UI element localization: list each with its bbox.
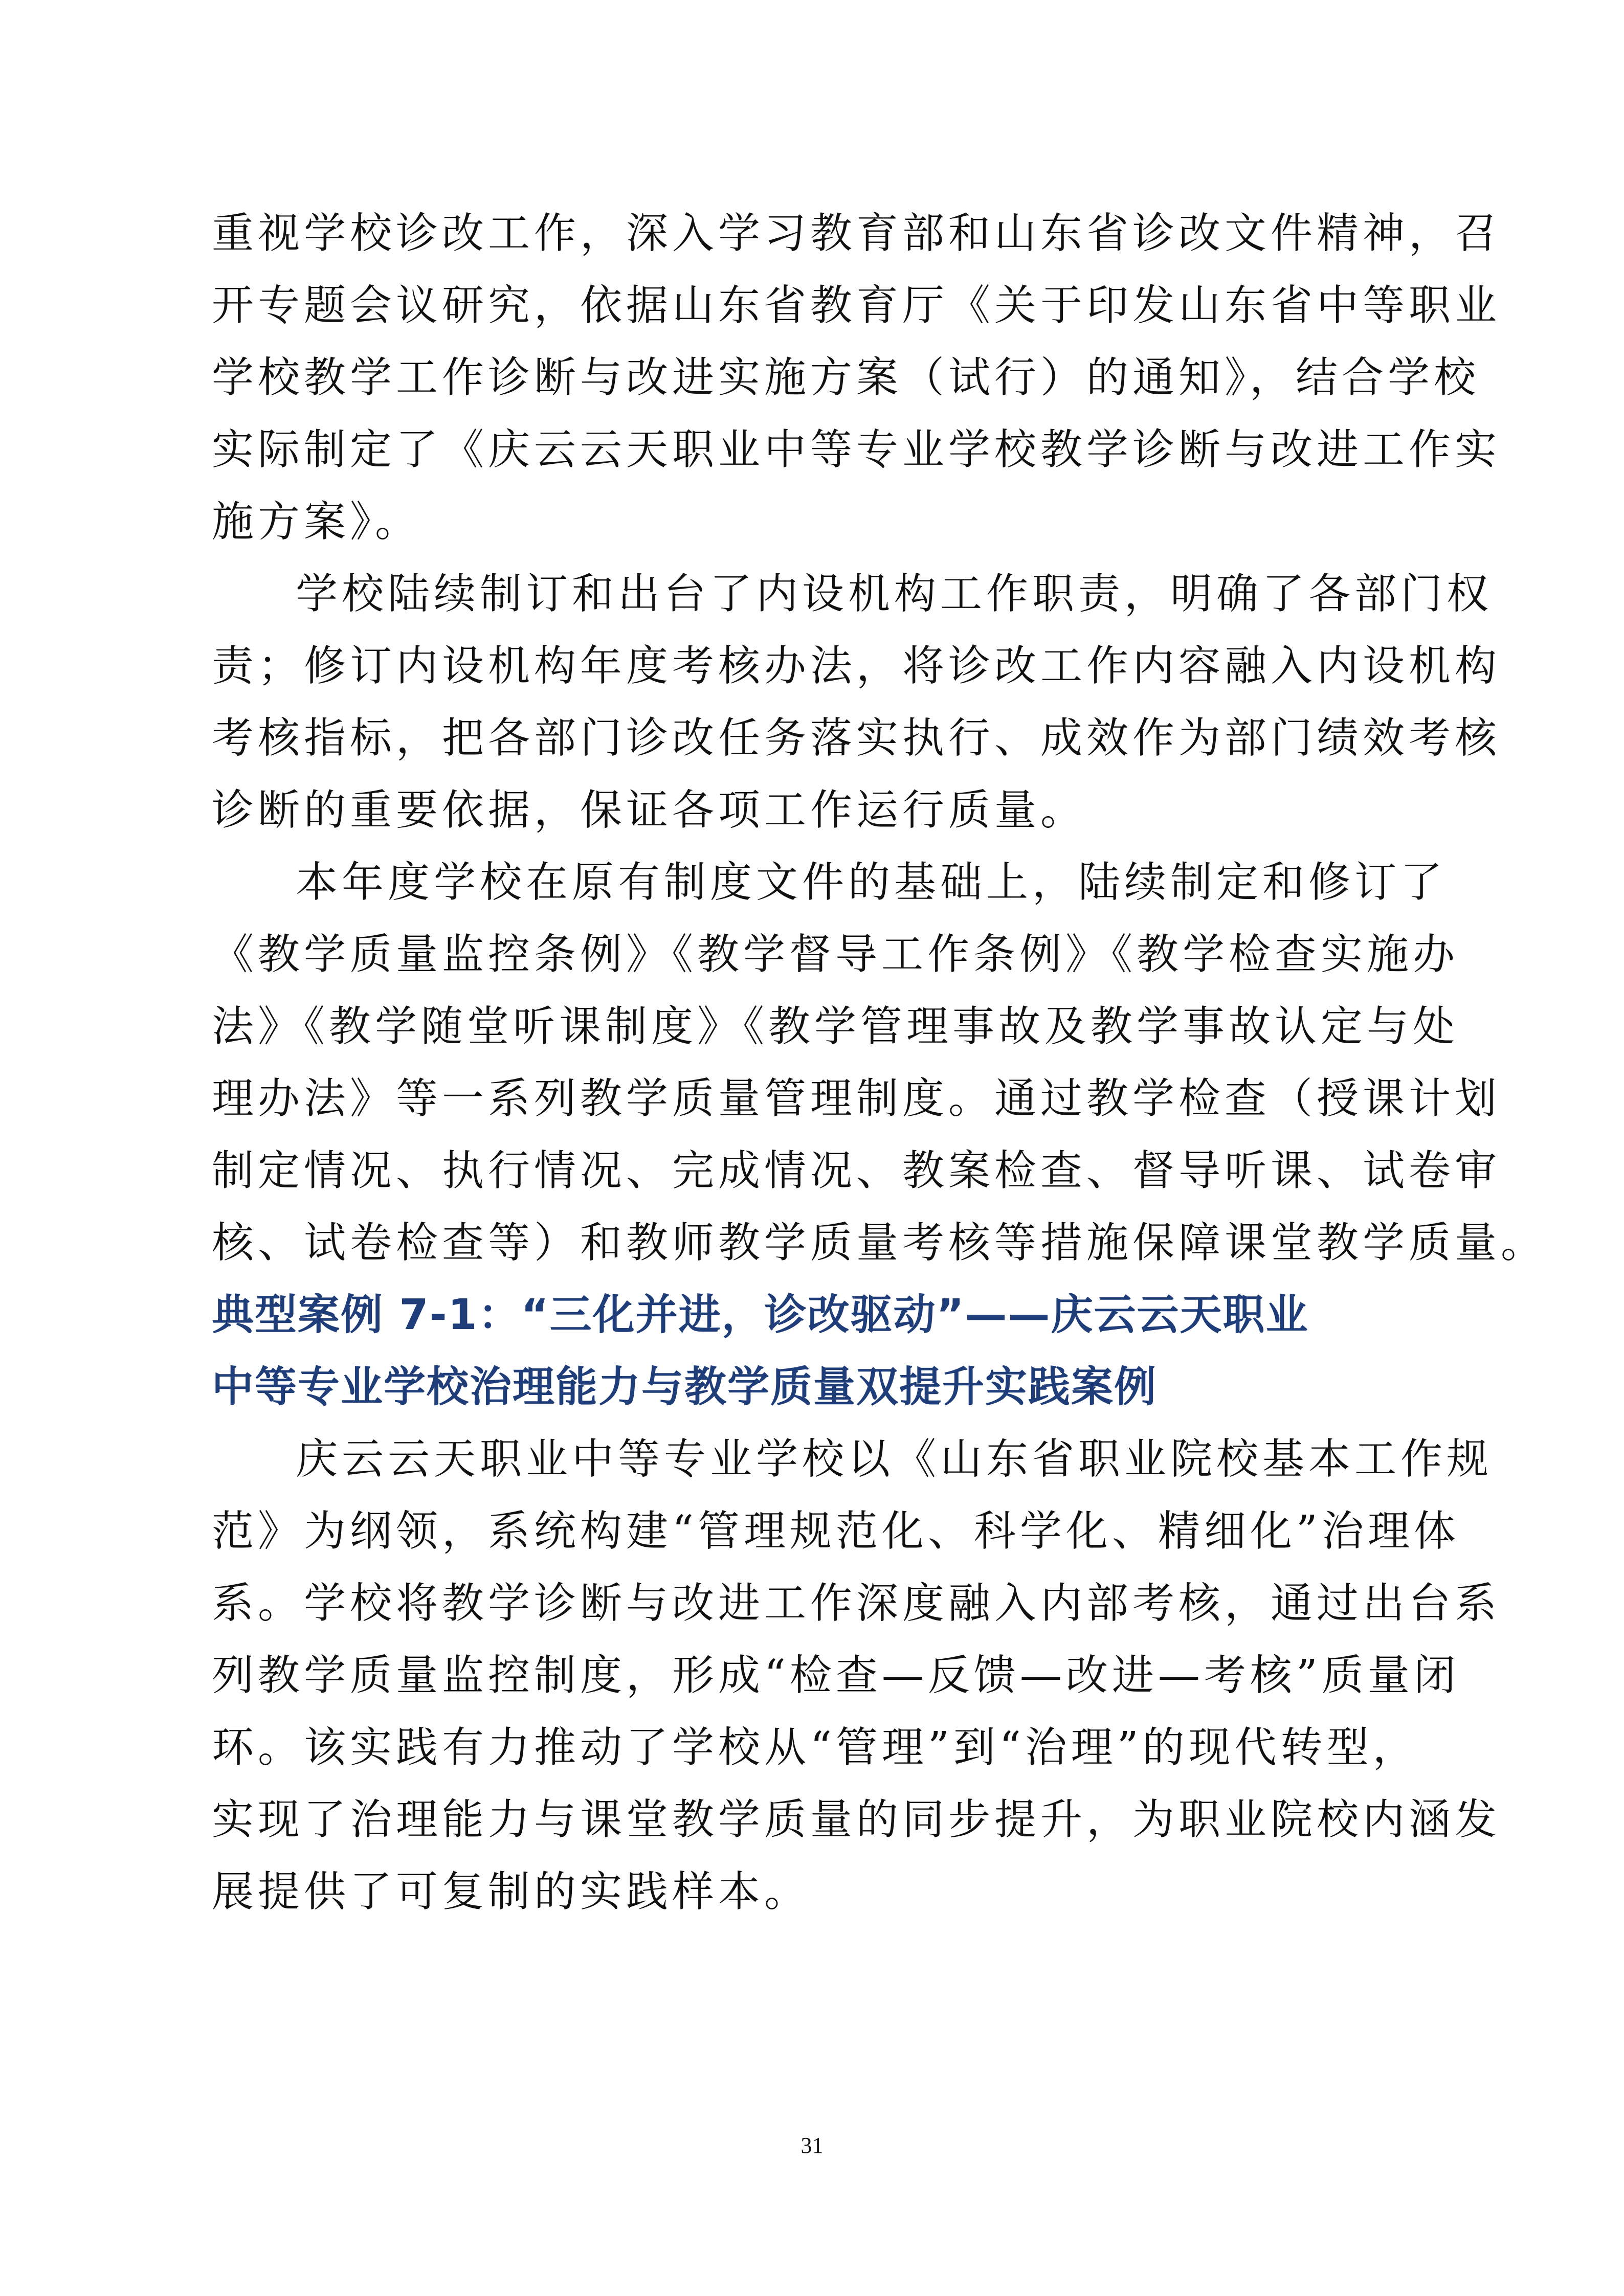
text-line: 重视学校诊改工作，深入学习教育部和山东省诊改文件精神，召 <box>212 209 1501 258</box>
text-line: 理办法》等一系列教学质量管理制度。通过教学检查（授课计划 <box>212 1074 1501 1123</box>
text-line: 开专题会议研究，依据山东省教育厅《关于印发山东省中等职业 <box>212 281 1501 330</box>
text-line: 核、试卷检查等）和教师教学质量考核等措施保障课堂教学质量。 <box>212 1219 1547 1267</box>
text-line: 法》《教学随堂听课制度》《教学管理事故及教学事故认定与处 <box>212 1002 1459 1051</box>
page-number: 31 <box>800 2133 824 2158</box>
text-line: 本年度学校在原有制度文件的基础上，陆续制定和修订了 <box>296 858 1447 907</box>
text-line: 展提供了可复制的实践样本。 <box>212 1867 811 1916</box>
text-line: 责；修订内设机构年度考核办法，将诊改工作内容融入内设机构 <box>212 642 1501 690</box>
text-line: 实际制定了《庆云云天职业中等专业学校教学诊断与改进工作实 <box>212 425 1501 474</box>
text-line: 系。学校将教学诊断与改进工作深度融入内部考核，通过出台系 <box>212 1579 1501 1628</box>
text-line: 施方案》。 <box>212 498 421 546</box>
text-line: 考核指标，把各部门诊改任务落实执行、成效作为部门绩效考核 <box>212 714 1501 762</box>
text-line: 诊断的重要依据，保证各项工作运行质量。 <box>212 786 1087 835</box>
text-line: 范》为纲领，系统构建“管理规范化、科学化、精细化”治理体 <box>212 1507 1460 1556</box>
text-line: 列教学质量监控制度，形成“检查—反馈—改进—考核”质量闭 <box>212 1651 1460 1700</box>
text-line: 《教学质量监控条例》《教学督导工作条例》《教学检查实施办 <box>212 930 1459 979</box>
text-line: 制定情况、执行情况、完成情况、教案检查、督导听课、试卷审 <box>212 1146 1501 1195</box>
case-heading-line: 典型案例 7-1：“三化并进，诊改驱动”——庆云云天职业 <box>212 1291 1309 1339</box>
text-line: 学校陆续制订和出台了内设机构工作职责，明确了各部门权 <box>296 570 1493 618</box>
text-line: 实现了治理能力与课堂教学质量的同步提升，为职业院校内涵发 <box>212 1795 1501 1844</box>
case-heading-line: 中等专业学校治理能力与教学质量双提升实践案例 <box>212 1363 1158 1411</box>
text-line: 环。该实践有力推动了学校从“管理”到“治理”的现代转型， <box>212 1723 1419 1772</box>
text-line: 庆云云天职业中等专业学校以《山东省职业院校基本工作规 <box>296 1435 1493 1483</box>
text-line: 学校教学工作诊断与改进实施方案（试行）的通知》，结合学校 <box>212 353 1480 402</box>
